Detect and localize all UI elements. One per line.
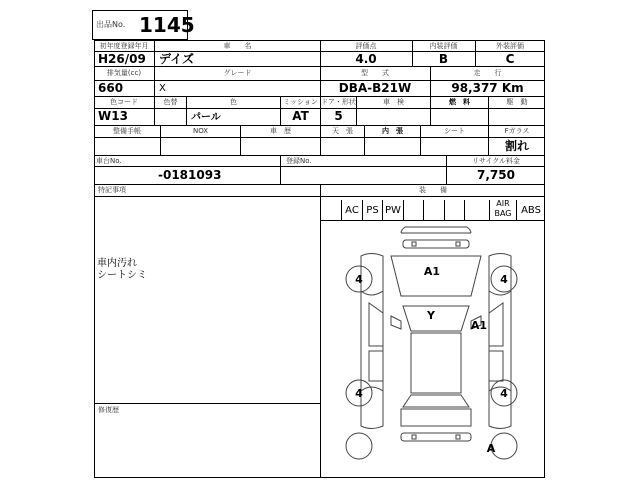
mark-tire-rear-right: 4 xyxy=(500,387,508,400)
color-code-label: 色コード xyxy=(110,98,138,106)
nox-label: NOX xyxy=(192,127,209,135)
mission-value: AT xyxy=(292,109,309,123)
equip-ac: AC xyxy=(345,205,359,216)
displacement-label: 排気量(cc) xyxy=(106,69,142,77)
mileage-value: 98,377 Km xyxy=(451,81,524,95)
door-label: ドア・形状 xyxy=(321,98,356,106)
mark-hood: A1 xyxy=(423,265,441,278)
car-diagram xyxy=(321,221,545,478)
registration-label: 登録No. xyxy=(286,157,312,165)
recycle-value: 7,750 xyxy=(477,168,515,182)
interior-value: B xyxy=(438,52,449,66)
color-code-value: W13 xyxy=(98,109,128,123)
grade-value: X xyxy=(159,83,166,94)
spare-tire-left xyxy=(346,433,372,459)
color-value: パール xyxy=(191,112,221,123)
seat-label: シート xyxy=(444,127,465,135)
roof-outline xyxy=(411,333,461,393)
exterior-value: C xyxy=(505,52,515,66)
f-glass-label: Fガラス xyxy=(504,127,530,135)
fuel-label: 燃 料 xyxy=(449,98,470,106)
note-line: シートシミ xyxy=(97,270,147,281)
f-glass-value: 割れ xyxy=(504,139,529,153)
model-value: DBA-B21W xyxy=(338,81,412,95)
front-bumper-outline xyxy=(401,227,471,233)
interior-trim-label: 内 張 xyxy=(382,127,403,135)
notes-label: 特記事項 xyxy=(98,186,126,194)
car-name-value: デイズ xyxy=(159,52,195,66)
inspection-label: 車 検 xyxy=(383,98,404,106)
mark-tire-front-right: 4 xyxy=(500,273,508,286)
equip-airbag: AIR BAG xyxy=(494,199,512,218)
roof-label: 天 張 xyxy=(332,127,353,135)
chassis-label: 車台No. xyxy=(96,157,122,165)
notes-list xyxy=(97,258,147,282)
equip-pw: PW xyxy=(385,205,401,216)
drive-label: 駆 動 xyxy=(506,98,528,106)
mark-front-seat: Y xyxy=(427,309,435,322)
year-label: 初年度登録年月 xyxy=(99,42,149,50)
color-label: 色 xyxy=(230,98,237,106)
lot-label: 出品No. xyxy=(96,20,126,29)
note-line: 車内汚れ xyxy=(97,258,137,269)
equip-ps: PS xyxy=(366,205,379,216)
mark-tire-front-left: 4 xyxy=(355,273,363,286)
equip-abs: ABS xyxy=(521,205,541,216)
lot-box xyxy=(92,10,195,40)
history-label: 車 歴 xyxy=(270,127,291,135)
score-label: 評価点 xyxy=(355,42,377,50)
right-doors xyxy=(489,303,503,381)
door-value: 5 xyxy=(334,109,343,123)
model-label: 型 式 xyxy=(361,69,389,77)
left-mirror xyxy=(391,316,401,329)
car-name-label: 車 名 xyxy=(223,42,252,50)
rear-window-outline xyxy=(403,395,469,407)
equipment-label: 装 備 xyxy=(419,186,447,194)
mileage-label: 走 行 xyxy=(473,69,502,77)
chassis-value: -0181093 xyxy=(158,168,222,182)
mark-rear-bumper: A xyxy=(486,442,496,455)
exterior-label: 外装評価 xyxy=(496,42,524,50)
displacement-value: 660 xyxy=(98,81,124,95)
lot-number: 1145 xyxy=(139,13,195,37)
mission-label: ミッション xyxy=(283,98,318,106)
mark-tire-rear-left: 4 xyxy=(355,387,363,400)
mark-front-fender-right: A1 xyxy=(470,319,488,332)
grade-label: グレード xyxy=(223,69,252,77)
left-doors xyxy=(369,303,383,381)
color-change-label: 色替 xyxy=(163,98,178,106)
year-value: H26/09 xyxy=(98,52,146,66)
repair-label: 修復歴 xyxy=(98,406,119,414)
windshield-outline xyxy=(403,306,469,331)
interior-label: 内装評価 xyxy=(429,42,458,50)
recycle-label: リサイクル料金 xyxy=(471,157,521,165)
score-value: 4.0 xyxy=(355,52,377,66)
manual-label: 整備手帳 xyxy=(113,127,141,135)
tailgate-outline xyxy=(401,409,471,426)
